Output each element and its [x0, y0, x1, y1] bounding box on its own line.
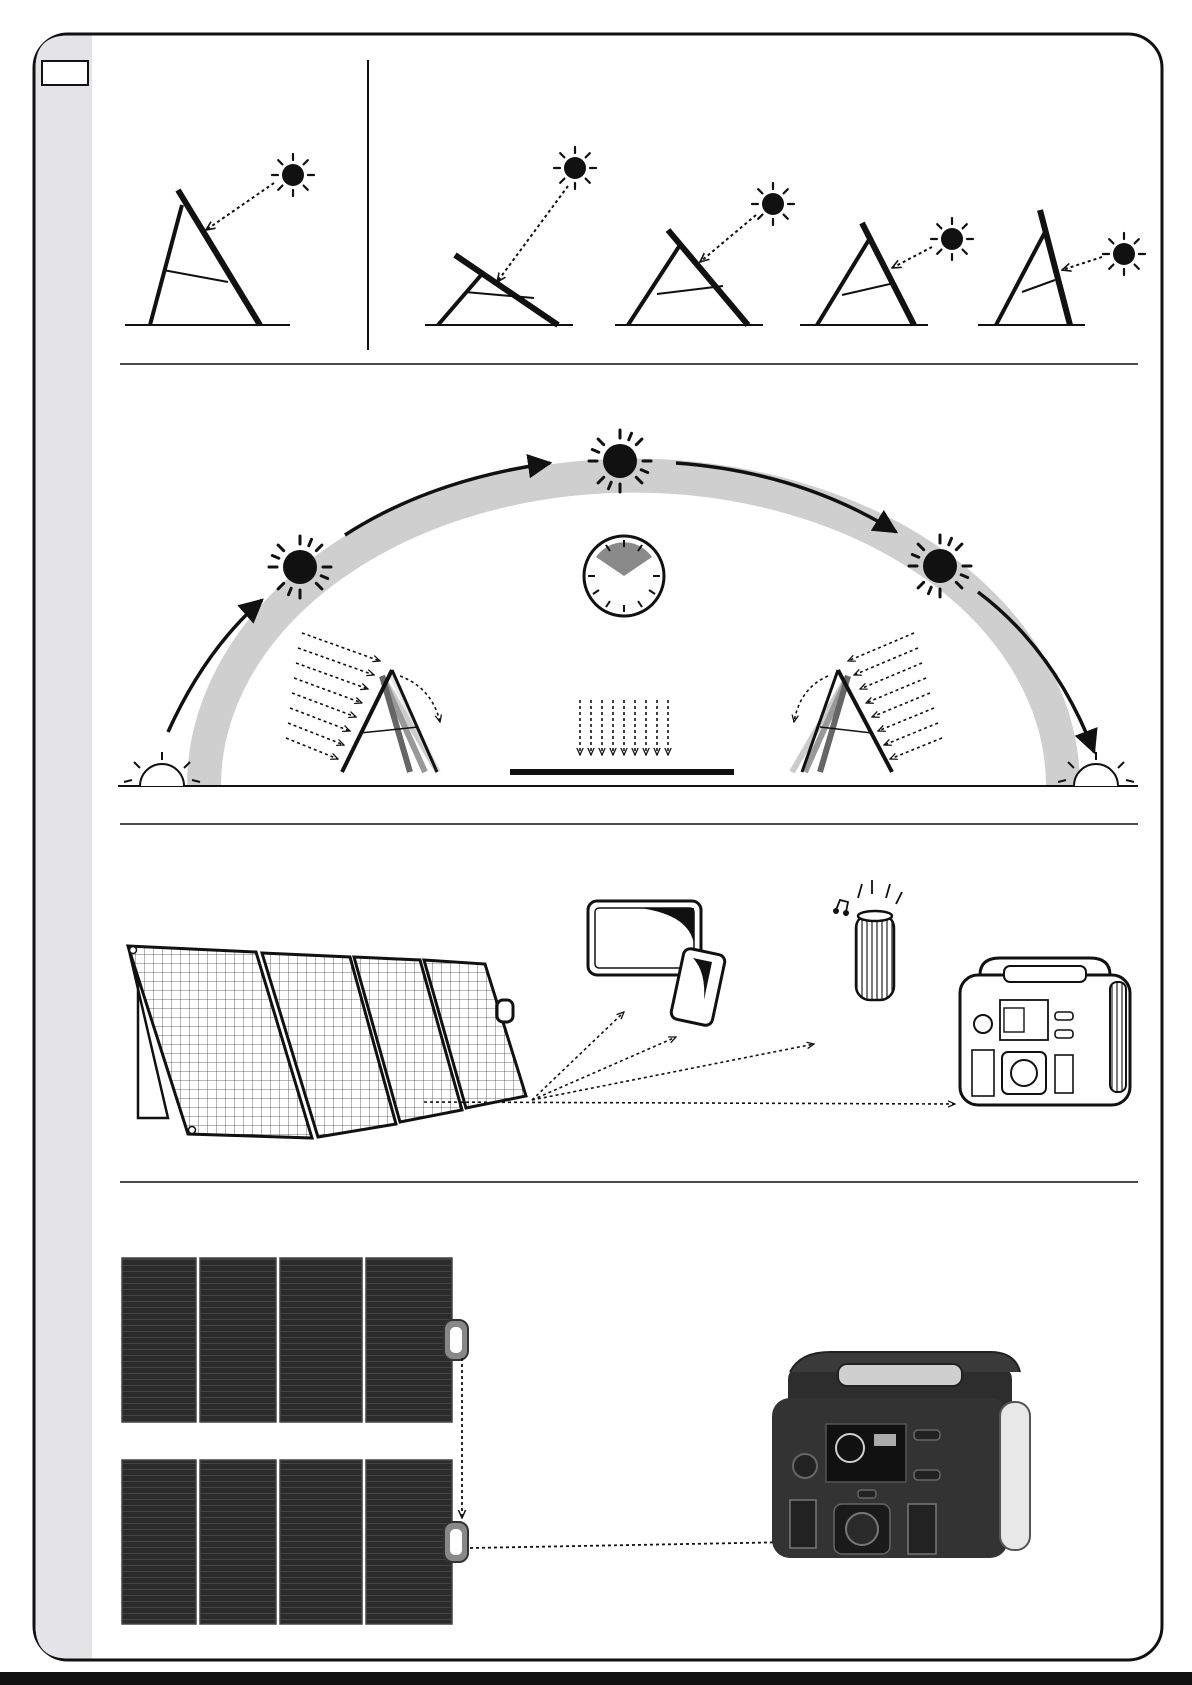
sun-icon [1103, 233, 1145, 275]
sun-icon [752, 183, 794, 225]
sun-icon [931, 218, 973, 260]
power-station-photo-icon [772, 1352, 1030, 1558]
power-station-lineart-icon [960, 958, 1130, 1105]
page-number-box [42, 61, 88, 85]
sun-icon [272, 154, 314, 196]
sun-afternoon-icon [909, 535, 971, 597]
clock-icon [584, 536, 664, 616]
solar-panel-top-figure [122, 1258, 468, 1422]
sidebar [36, 36, 93, 1659]
foldable-solar-panel-figure [128, 946, 526, 1138]
solar-panel-bottom-figure [122, 1460, 468, 1624]
sun-morning-icon [269, 536, 331, 598]
sun-noon-icon [589, 430, 651, 492]
page-bottom-bar [0, 1672, 1192, 1685]
sun-icon [554, 147, 596, 189]
